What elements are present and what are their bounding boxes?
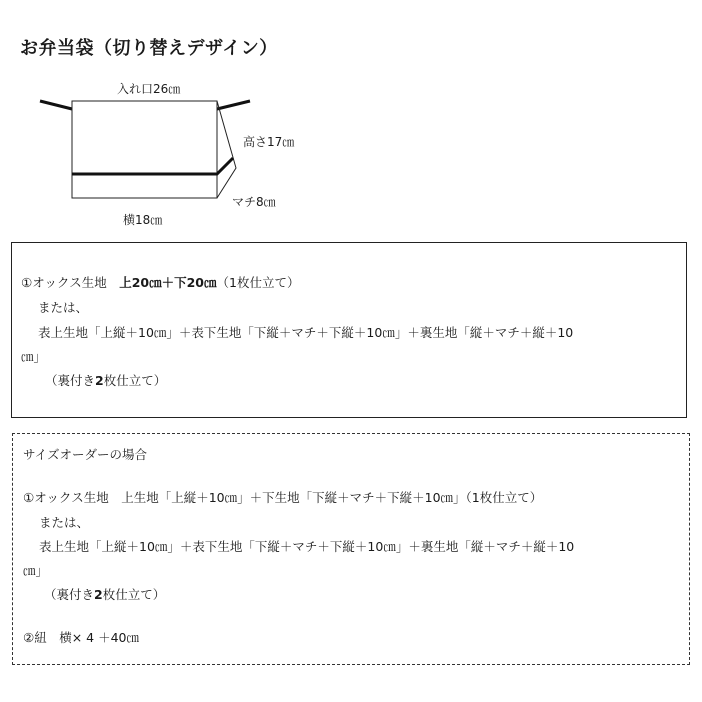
fabric-line-1 <box>21 273 299 291</box>
fabric-line-3: 表上生地「上縦＋10㎝」＋表下生地「下縦＋マチ＋下縦＋10㎝」＋裏生地「縦＋マチ＋縦＋10 <box>38 325 574 340</box>
bag-side-gusset <box>217 101 236 198</box>
fabric-line-1-suffix: （1枚仕立て） <box>216 275 300 290</box>
width-label: 横18㎝ <box>123 213 163 227</box>
size-order-heading: サイズオーダーの場合 <box>23 447 148 462</box>
size-order-line-3: 表上生地「上縦＋10㎝」＋表下生地「下縦＋マチ＋下縦＋10㎝」＋裏生地「縦＋マチ＋縦＋10 <box>39 539 575 554</box>
size-order-line-5 <box>44 585 165 603</box>
drawstring-right <box>217 101 250 109</box>
size-order-line-5-open: （裏付き <box>44 587 95 602</box>
standard-fabric-box <box>11 242 687 418</box>
page-title: お弁当袋（切り替えデザイン） <box>20 38 278 59</box>
fabric-line-5-open: （裏付き <box>45 373 96 388</box>
fabric-line-4: ㎝」 <box>21 349 47 364</box>
fabric-line-2: または、 <box>38 300 89 315</box>
bag-front-panel <box>72 101 217 198</box>
size-order-line-5-bold: 2 <box>94 587 103 602</box>
seam-line <box>72 158 233 174</box>
fabric-line-1-prefix: ①オックス生地 <box>21 275 120 290</box>
gusset-label: マチ8㎝ <box>232 195 276 209</box>
size-order-line-5-close: 枚仕立て） <box>102 587 166 602</box>
fabric-line-5 <box>45 371 166 389</box>
size-order-line-4: ㎝」 <box>23 563 49 578</box>
bag-diagram <box>0 0 702 240</box>
opening-label: 入れ口26㎝ <box>117 82 181 96</box>
size-order-line-6: ②紐 横× 4 ＋40㎝ <box>23 630 139 645</box>
size-order-box <box>12 433 690 665</box>
fabric-line-1-bold: 上20㎝＋下20㎝ <box>119 275 217 290</box>
fabric-line-5-close: 枚仕立て） <box>103 373 167 388</box>
drawstring-left <box>40 101 72 109</box>
size-order-line-1: ①オックス生地 上生地「上縦＋10㎝」＋下生地「下縦＋マチ＋下縦＋10㎝」（1枚仕立て） <box>23 490 543 505</box>
fabric-line-5-bold: 2 <box>95 373 104 388</box>
height-label: 高さ17㎝ <box>243 135 295 149</box>
size-order-line-2: または、 <box>39 515 90 530</box>
